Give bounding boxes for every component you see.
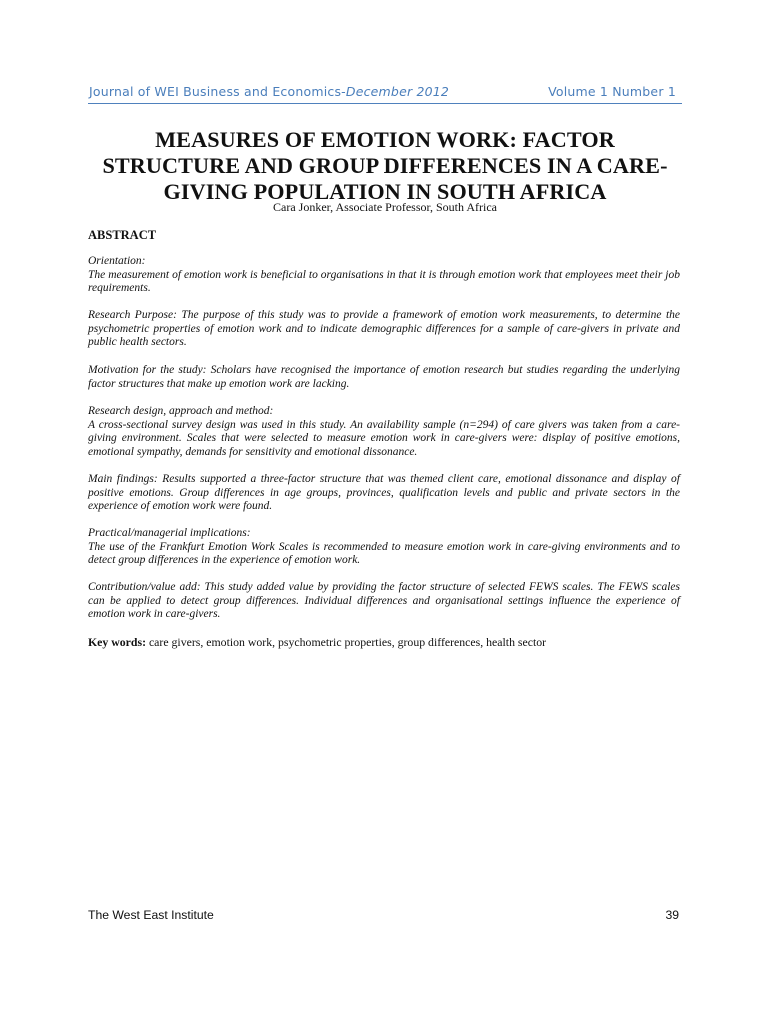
contribution-text: Contribution/value add: This study added value by providing the factor structure of selected FEWS scales. The FEWS scales can be applied to detect group differences. Individual differences and organisational settings influence the experience of emotion work in care-givers. <box>88 581 680 621</box>
keywords-label: Key words: <box>88 635 146 649</box>
volume-number: Volume 1 Number 1 <box>548 84 676 99</box>
keywords-text: care givers, emotion work, psychometric properties, group differences, health sector <box>146 635 547 649</box>
purpose-section <box>88 309 680 350</box>
design-text: A cross-sectional survey design was used in this study. An availability sample (n=294) of care givers was taken from a care-giving environment. Scales that were selected to measure emotion work in care-givers were: display of positive emotions, emotional sympathy, demands for sensitivity and emotional dissonance. <box>88 418 680 459</box>
running-header <box>88 83 682 104</box>
contribution-section <box>88 581 680 622</box>
findings-section <box>88 473 680 514</box>
implications-section <box>88 527 680 568</box>
implications-label: Practical/managerial implications: <box>88 527 251 539</box>
implications-text: The use of the Frankfurt Emotion Work Scales is recommended to measure emotion work in care-giving environments and to detect group differences in the experience of emotion work. <box>88 540 680 567</box>
motivation-section <box>88 364 680 391</box>
orientation-section <box>88 255 680 296</box>
author-line: Cara Jonker, Associate Professor, South Africa <box>273 200 497 214</box>
title-line-2: STRUCTURE AND GROUP DIFFERENCES IN A CARE- <box>102 153 668 178</box>
journal-title: Journal of WEI Business and Economics- <box>89 84 346 99</box>
abstract-heading: ABSTRACT <box>88 228 157 242</box>
purpose-text: Research Purpose: The purpose of this study was to provide a framework of emotion work measurements, to determine the psychometric properties of emotion work and to indicate demographic differences for a sample of care-givers in private and public health sectors. <box>88 309 680 349</box>
motivation-text: Motivation for the study: Scholars have recognised the importance of emotion research but studies regarding the underlying factor structures that make up emotion work are lacking. <box>88 364 680 390</box>
title-line-1: MEASURES OF EMOTION WORK: FACTOR <box>155 127 615 152</box>
orientation-label: Orientation: <box>88 255 146 267</box>
design-label: Research design, approach and method: <box>88 405 274 417</box>
issue-date: December 2012 <box>345 84 450 99</box>
keywords-line <box>88 635 680 649</box>
footer-institute: The West East Institute <box>88 908 214 922</box>
journal-name <box>89 84 449 99</box>
page-number: 39 <box>665 908 679 922</box>
orientation-text: The measurement of emotion work is beneficial to organisations in that it is through emotion work that employees meet their job requirements. <box>88 268 680 295</box>
design-section <box>88 405 680 460</box>
title-line-3: GIVING POPULATION IN SOUTH AFRICA <box>163 179 607 204</box>
paper-title <box>88 127 682 205</box>
findings-text: Main findings: Results supported a three-factor structure that was themed client care, emotional dissonance and display of positive emotions. Group differences in age groups, provinces, qualification levels and public and private sectors in the experience of emotion work were found. <box>88 473 680 513</box>
